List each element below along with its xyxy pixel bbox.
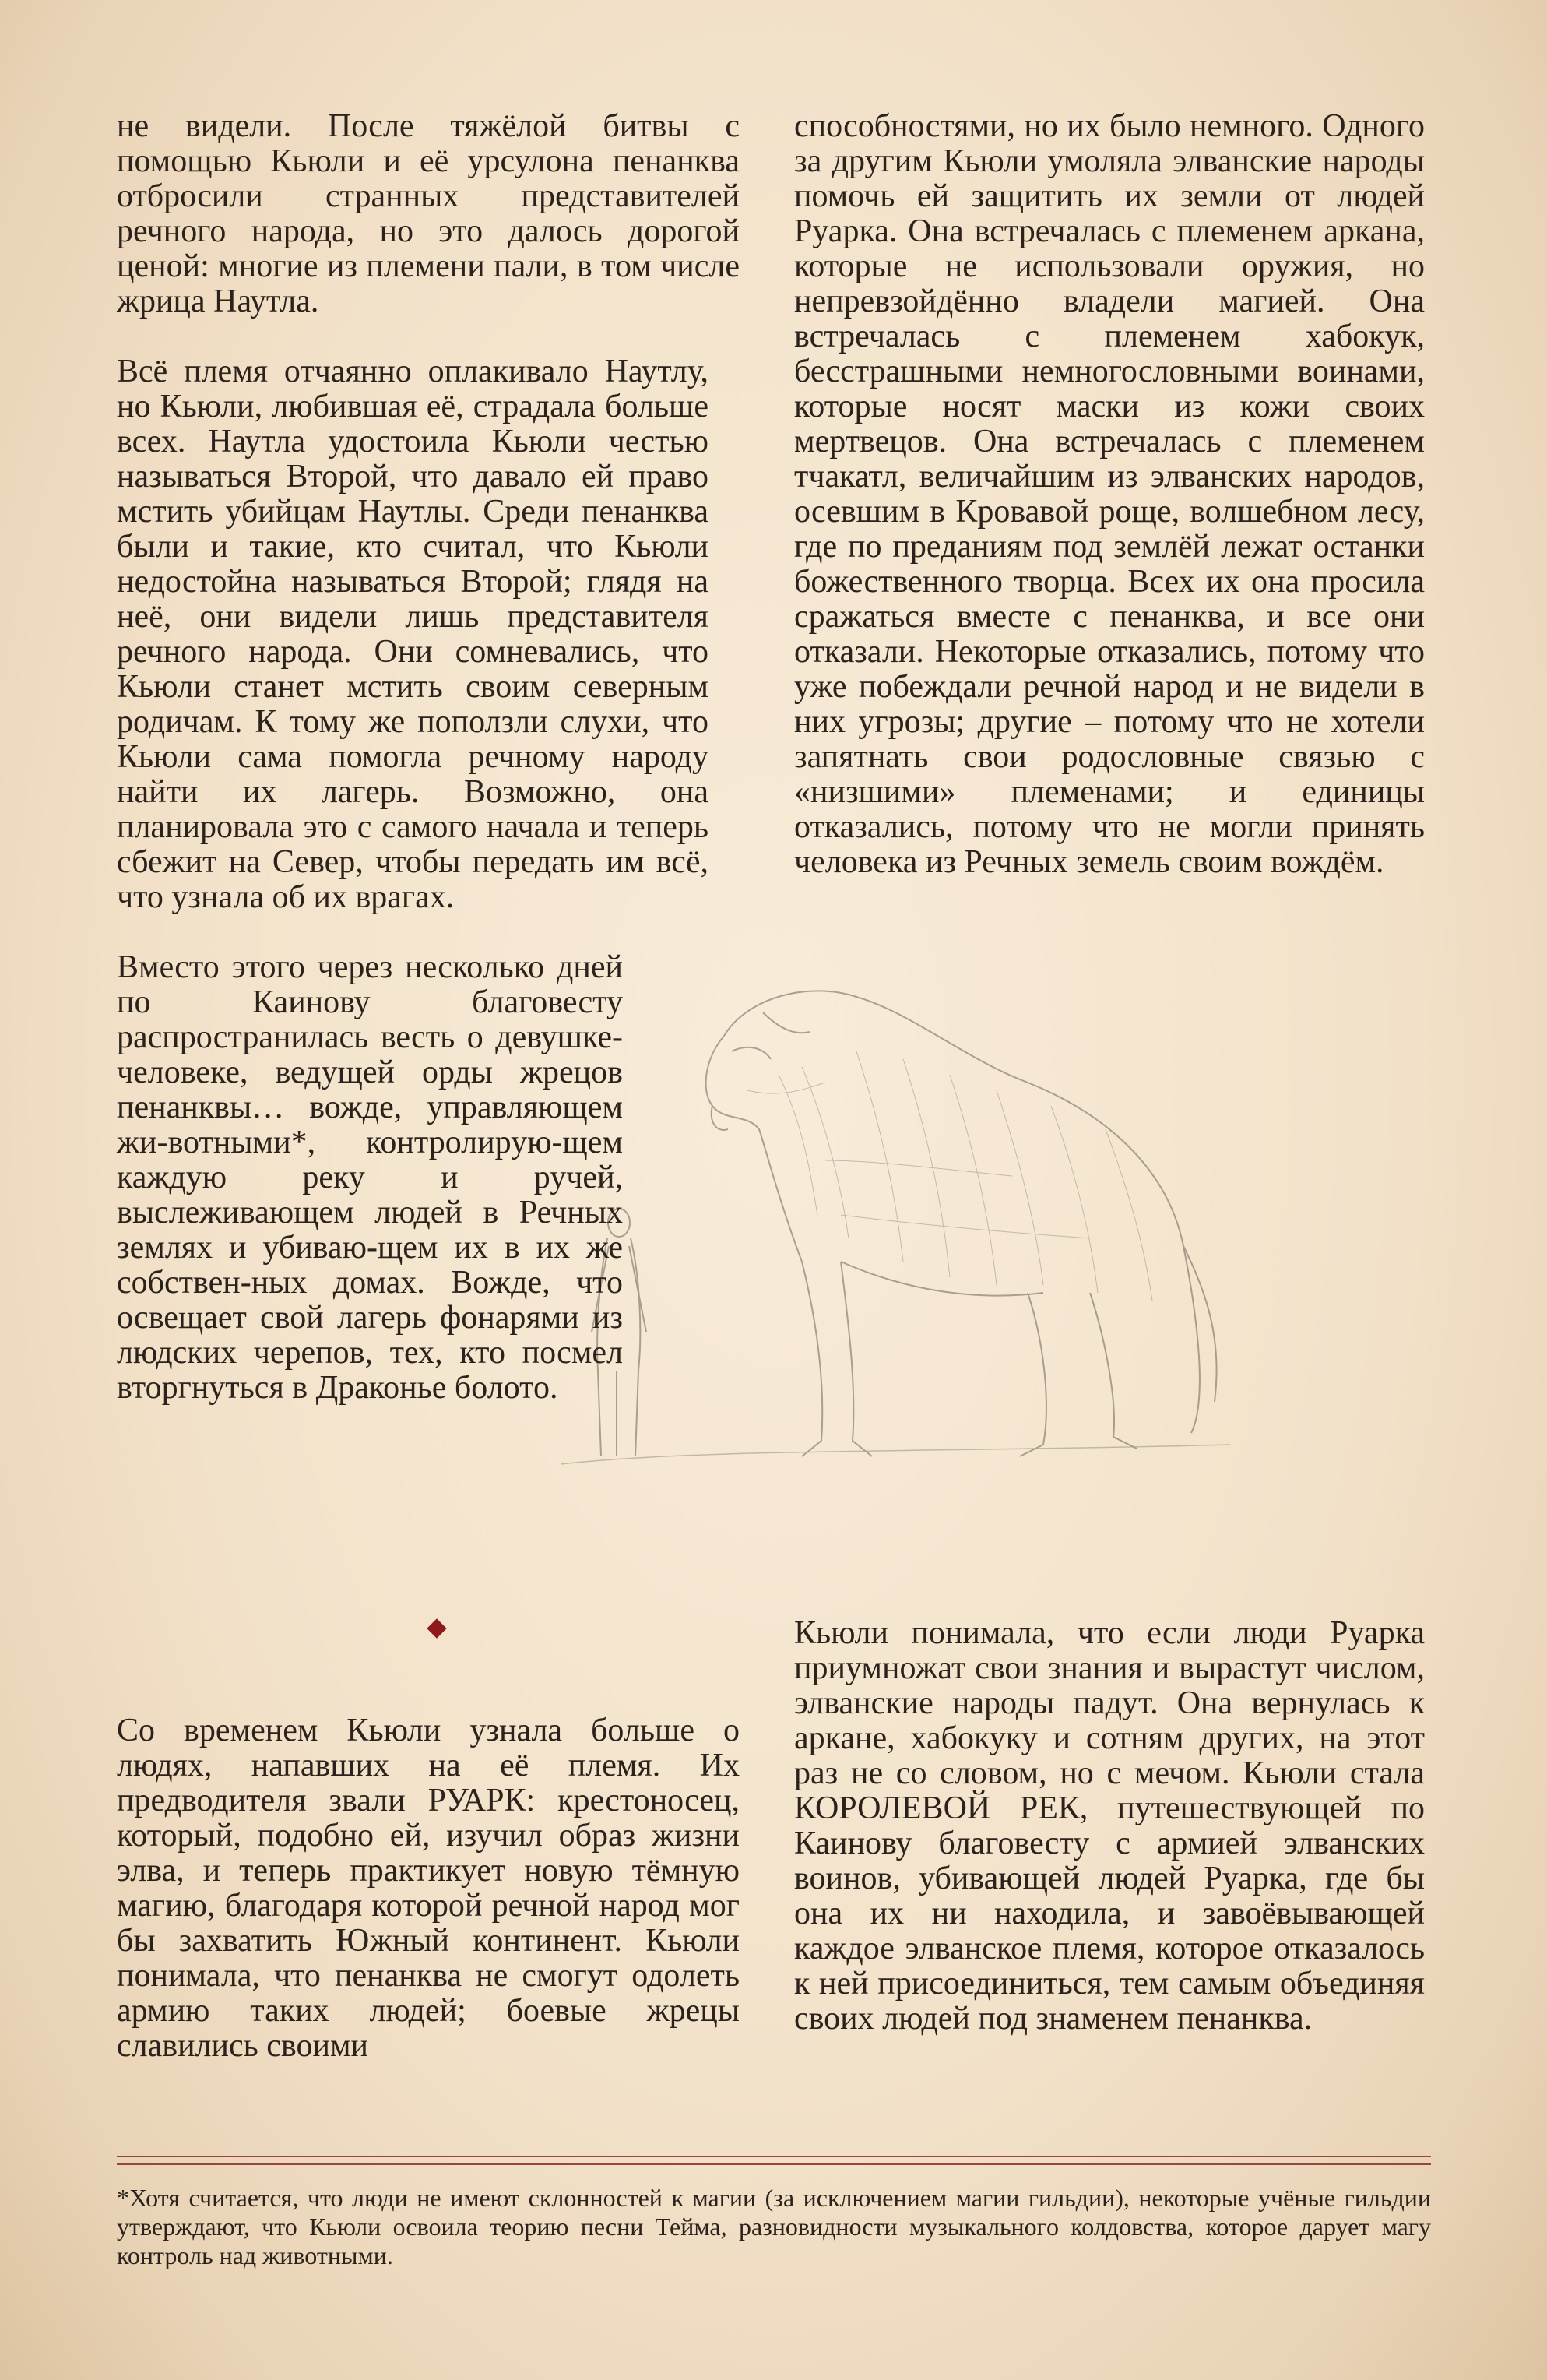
paragraph: Вместо этого через несколько дней по Каинову благовесту распространилась весть о девушке-человеке, ведущей орды жрецов пенанквы… вожде, управляющем жи-вотными*, контролирую-щем каждую реку и ручей, выслеживающем людей в Речных землях и убиваю-щем их в их же собствен-ных домах. Вожде, что освещает свой лагерь фонарями из людских черепов, тех, кто посмел вторгнуться в Драконье болото. (117, 949, 623, 1406)
diamond-ornament-icon (427, 1618, 446, 1638)
left-column-bottom (117, 1713, 740, 2064)
right-column-bottom (794, 1616, 1425, 2037)
paragraph: Всё племя отчаянно оплакивало Наутлу, но Кьюли, любившая её, страдала больше всех. Наутла удостоила Кьюли честью называться Второй, что давало ей право мстить убийцам Наутлы. Среди пенанква были и такие, кто считал, что Кьюли недостойна называться Второй; глядя на неё, они видели лишь представителя речного народа. Они сомневались, что Кьюли станет мстить своим северным родичам. К тому же поползли слухи, что Кьюли сама помогла речному народу найти их лагерь. Возможно, она планировала это с самого начала и теперь сбежит на Север, чтобы передать им всё, что узнала об их врагах. (117, 354, 708, 915)
footnote-divider (117, 2156, 1431, 2157)
left-column-top (117, 109, 740, 1406)
paragraph: способностями, но их было немного. Одного за другим Кьюли умоляла элванские народы помочь ей защитить их земли от людей Руарка. Она встречалась с племенем аркана, которые не использовали оружия, но непревзойдённо владели магией. Она встречалась с племенем хабокук, бесстрашными немногословными воинами, которые носят маски из кожи своих мертвецов. Она встречалась с племенем тчакатл, величайшим из элванских народов, осевшим в Кровавой роще, волшебном лесу, где по преданиям под землёй лежат останки божественного творца. Всех их она просила сражаться вместе с пенанква, и все они отказали. Некоторые отказались, потому что уже побеждали речной народ и не видели в них угрозы; другие – потому что не хотели запятнать свои родословные связью с «низшими» племенами; и единицы отказались, потому что не могли принять человека из Речных земель своим вождём. (794, 108, 1425, 880)
footnote-divider (117, 2163, 1431, 2165)
right-column-top (794, 109, 1425, 880)
footnote: *Хотя считается, что люди не имеют склонностей к магии (за исключением магии гильдии), некоторые учёные гильдии утверждают, что Кьюли освоила теорию песни Тейма, разновидности музыкального колдовства, которое дарует магу контроль над животными. (117, 2184, 1431, 2269)
paragraph: Кьюли понимала, что если люди Руарка приумножат свои знания и вырастут числом, элванские народы падут. Она вернулась к аркане, хабокуку и сотням других, на этот раз не со словом, но с мечом. Кьюли стала КОРОЛЕВОЙ РЕК, путешествующей по Каинову благовесту с армией элванских воинов, убивающей людей Руарка, где бы она их ни находила, и завоёвывающей каждое элванское племя, которое отказалось к ней присоединиться, тем самым объединяя своих людей под знаменем пенанква. (794, 1615, 1425, 2037)
paragraph: Со временем Кьюли узнала больше о людях, напавших на её племя. Их предводителя звали РУАРК: крестоносец, который, подобно ей, изучил образ жизни элва, и теперь практикует новую тёмную магию, благодаря которой речной народ мог бы захватить Южный континент. Кьюли понимала, что пенанква не смогут одолеть армию таких людей; боевые жрецы славились своими (117, 1713, 740, 2064)
beast-figure-sketch (706, 991, 1217, 1456)
paragraph: не видели. После тяжёлой битвы с помощью Кьюли и её урсулона пенанква отбросили странных представителей речного народа, но это далось дорогой ценой: многие из племени пали, в том числе жрица Наутла. (117, 108, 740, 319)
